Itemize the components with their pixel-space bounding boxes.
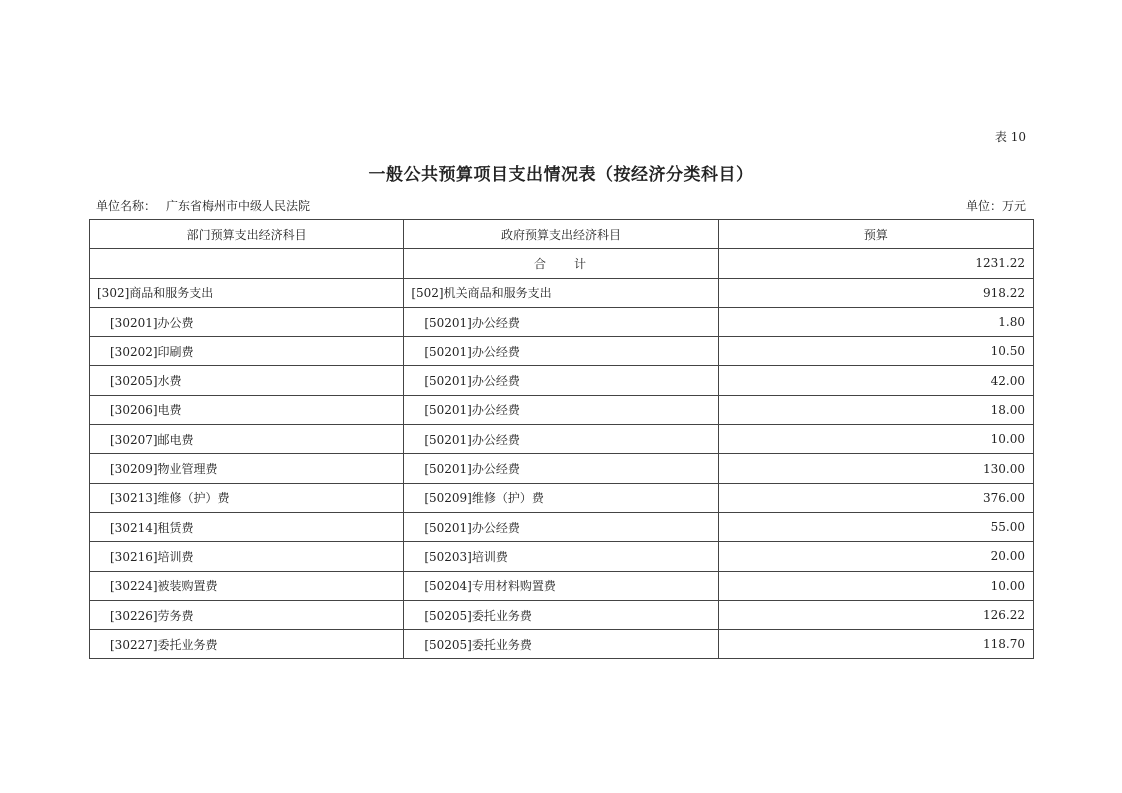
header-budget: 预算 (718, 220, 1033, 249)
table-header-row (90, 220, 1034, 249)
gov-category-cell: [50201]办公经费 (404, 307, 718, 336)
dept-category-cell: [30214]租赁费 (90, 512, 404, 541)
table-row (90, 395, 1034, 424)
table-row (90, 454, 1034, 483)
budget-value-cell: 376.00 (718, 483, 1033, 512)
budget-value-cell: 1.80 (718, 307, 1033, 336)
total-label-cell (404, 249, 718, 278)
unit-name-value: 广东省梅州市中级人民法院 (166, 199, 311, 213)
dept-category-cell: [30227]委托业务费 (90, 630, 404, 659)
table-row (90, 425, 1034, 454)
budget-value-cell: 10.00 (718, 425, 1033, 454)
gov-category-cell: [50201]办公经费 (404, 337, 718, 366)
gov-category-cell: [50201]办公经费 (404, 425, 718, 454)
budget-value-cell: 20.00 (718, 542, 1033, 571)
table-row (90, 600, 1034, 629)
dept-category-cell: [30201]办公费 (90, 307, 404, 336)
dept-category-cell: [30206]电费 (90, 395, 404, 424)
total-label-a: 合 (533, 256, 548, 271)
table-row (90, 307, 1034, 336)
header-dept-category: 部门预算支出经济科目 (90, 220, 404, 249)
budget-value-cell: 118.70 (718, 630, 1033, 659)
page-title: 一般公共预算项目支出情况表（按经济分类科目） (368, 165, 754, 185)
dept-category-cell: [30216]培训费 (90, 542, 404, 571)
budget-value-cell: 42.00 (718, 366, 1033, 395)
total-empty-cell (90, 249, 404, 278)
budget-value-cell: 918.22 (718, 278, 1033, 307)
gov-category-cell: [50204]专用材料购置费 (404, 571, 718, 600)
budget-value-cell: 18.00 (718, 395, 1033, 424)
budget-table (89, 219, 1034, 659)
table-row (90, 630, 1034, 659)
unit-name-label: 单位名称： (96, 199, 157, 213)
gov-category-cell: [50209]维修（护）费 (404, 483, 718, 512)
header-gov-category: 政府预算支出经济科目 (404, 220, 718, 249)
dept-category-cell: [302]商品和服务支出 (90, 278, 404, 307)
gov-category-cell: [50201]办公经费 (404, 366, 718, 395)
gov-category-cell: [50205]委托业务费 (404, 630, 718, 659)
total-value: 1231.22 (718, 249, 1033, 278)
budget-value-cell: 10.00 (718, 571, 1033, 600)
dept-category-cell: [30202]印刷费 (90, 337, 404, 366)
gov-category-cell: [50201]办公经费 (404, 454, 718, 483)
unit-name-group (96, 197, 310, 214)
dept-category-cell: [30213]维修（护）费 (90, 483, 404, 512)
gov-category-cell: [502]机关商品和服务支出 (404, 278, 718, 307)
table-row (90, 337, 1034, 366)
table-row (90, 366, 1034, 395)
gov-category-cell: [50203]培训费 (404, 542, 718, 571)
budget-value-cell: 55.00 (718, 512, 1033, 541)
budget-value-cell: 10.50 (718, 337, 1033, 366)
table-row (90, 542, 1034, 571)
dept-category-cell: [30224]被装购置费 (90, 571, 404, 600)
budget-value-cell: 126.22 (718, 600, 1033, 629)
budget-value-cell: 130.00 (718, 454, 1033, 483)
unit-info-line (96, 197, 1026, 214)
gov-category-cell: [50201]办公经费 (404, 512, 718, 541)
table-row (90, 512, 1034, 541)
dept-category-cell: [30209]物业管理费 (90, 454, 404, 483)
table-row (90, 571, 1034, 600)
total-label-b: 计 (573, 256, 588, 271)
total-row (90, 249, 1034, 278)
table-number: 表 10 (994, 130, 1026, 144)
dept-category-cell: [30205]水费 (90, 366, 404, 395)
gov-category-cell: [50201]办公经费 (404, 395, 718, 424)
gov-category-cell: [50205]委托业务费 (404, 600, 718, 629)
table-row (90, 278, 1034, 307)
currency-unit: 单位：万元 (965, 199, 1026, 213)
table-row (90, 483, 1034, 512)
dept-category-cell: [30226]劳务费 (90, 600, 404, 629)
dept-category-cell: [30207]邮电费 (90, 425, 404, 454)
